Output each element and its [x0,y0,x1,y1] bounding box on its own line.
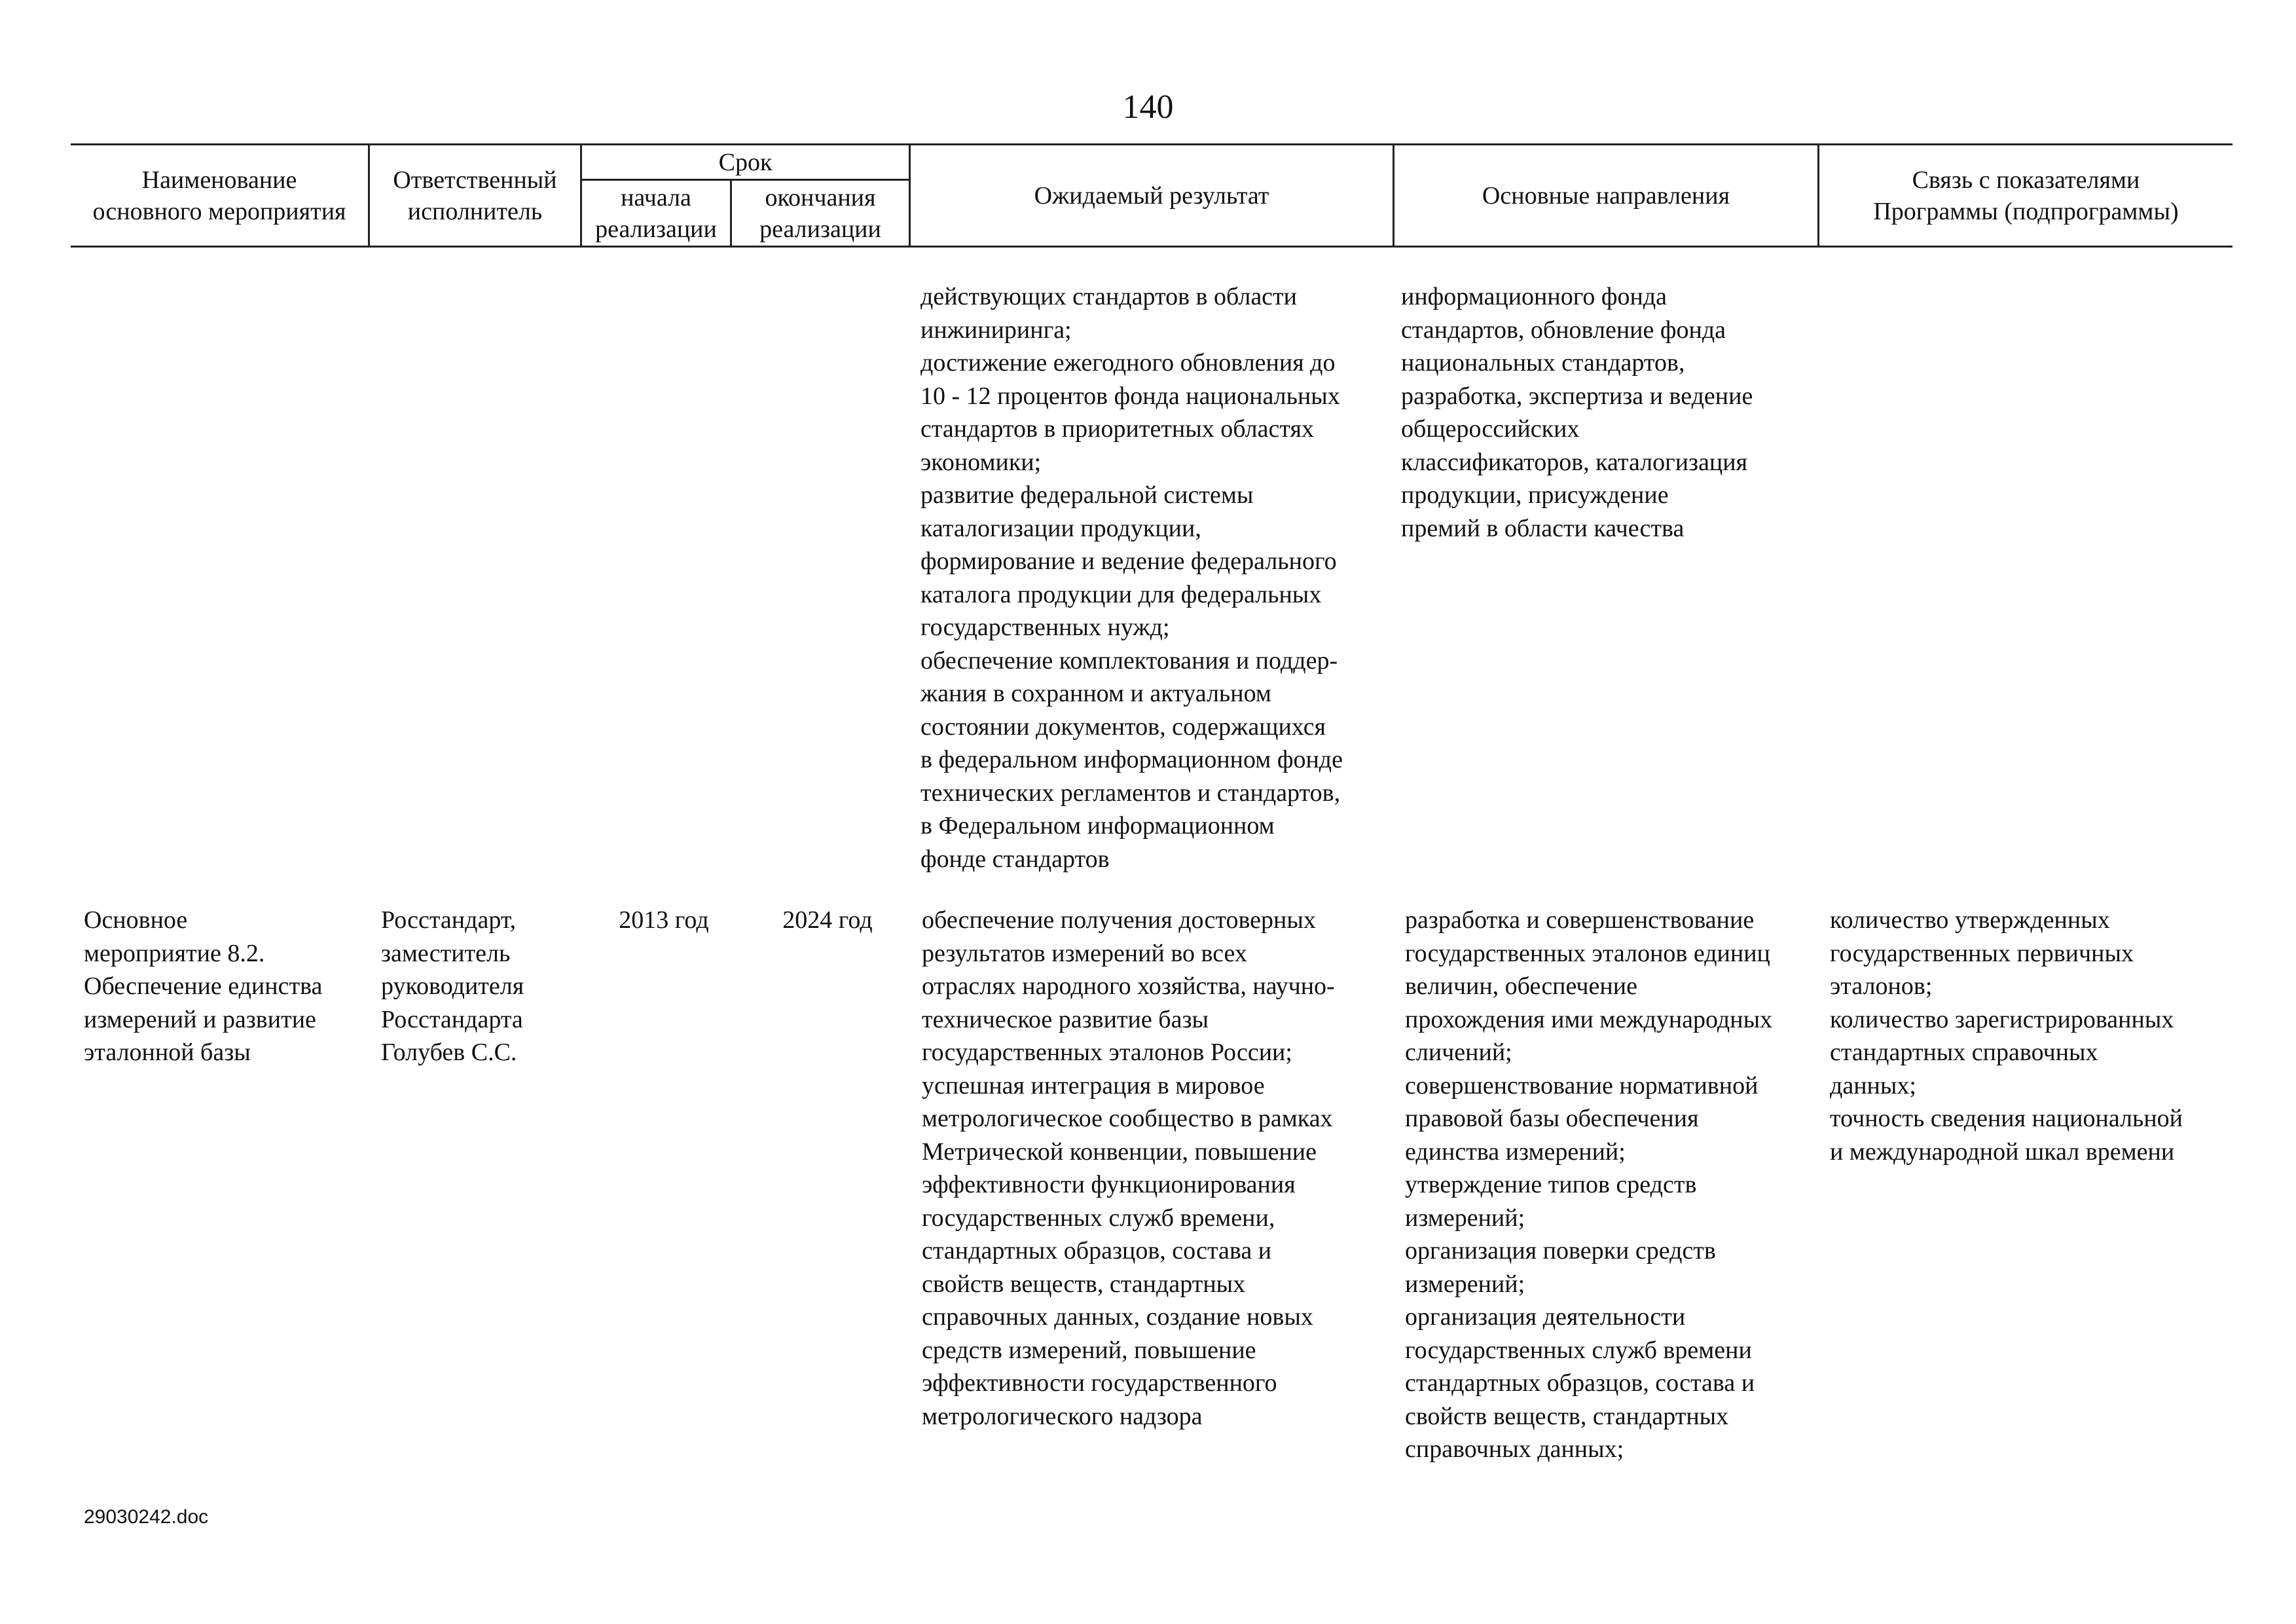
row2-name: Основное мероприятие 8.2. Обеспечение единства измерений и развитие эталонной базы [84,906,323,1066]
row2-links: количество утвержденных государственных первичных эталонов; количество зарегистрированных стандартных справочных данных; точность сведения национальной и международной шкал времени [1830,906,2183,1166]
header-term: Срок [718,148,773,176]
header-links: Связь с показателями Программы (подпрограммы) [1873,166,2179,225]
header-result: Ожидаемый результат [1034,181,1269,210]
row1-directions: информационного фонда стандартов, обновление фонда национальных стандартов, разработка, экспертиза и ведение общероссийских классификаторов, каталогизация продукции, присуждение премий в области качества [1401,283,1753,542]
header-bottom-rule [71,246,2232,248]
header-end: окончания реализации [759,183,881,243]
row2-end-year: 2024 год [782,906,873,934]
row2-start-year: 2013 год [619,906,709,934]
row1-result: действующих стандартов в области инжиниринга; достижение ежегодного обновления до 10 - 12 процентов фонда национальных стандартов в приоритетных областях экономики; развитие федеральной системы каталогизации продукции, формирование и ведение федерального каталога продукции для федеральных государственных нужд; обеспечение комплектования и поддер- жания в сохранном и актуальном состоянии документов, содержащихся в федеральном информационном фонде технических регламентов и стандартов, в Федеральном информационном фонде стандартов [920,283,1343,873]
footer-filename: 29030242.doc [84,1506,209,1528]
row2-result: обеспечение получения достоверных результатов измерений во всех отраслях народного хозяйства, научно- техническое развитие базы государственных эталонов России; успешная интеграция в мировое метрологическое сообщество в рамках Метрической конвенции, повышение эффективности функционирования государственных служб времени, стандартных образцов, состава и свойств веществ, стандартных справочных данных, создание новых средств измерений, повышение эффективности государственного метрологического надзора [922,906,1335,1430]
header-start: начала реализации [595,183,717,243]
header-executor: Ответственный исполнитель [393,166,557,225]
header-directions: Основные направления [1482,181,1730,210]
header-name: Наименование основного мероприятия [92,166,346,225]
page-number: 140 [1122,88,1174,126]
row2-directions: разработка и совершенствование государственных эталонов единиц величин, обеспечение прохождения ими международных сличений; совершенствование нормативной правовой базы обеспечения единства измерений; утверждение типов средств измерений; организация поверки средств измерений; организация деятельности государственных служб времени стандартных образцов, состава и свойств веществ, стандартных справочных данных; [1405,906,1773,1463]
row2-executor: Росстандарт, заместитель руководителя Росстандарта Голубев С.С. [381,906,524,1066]
